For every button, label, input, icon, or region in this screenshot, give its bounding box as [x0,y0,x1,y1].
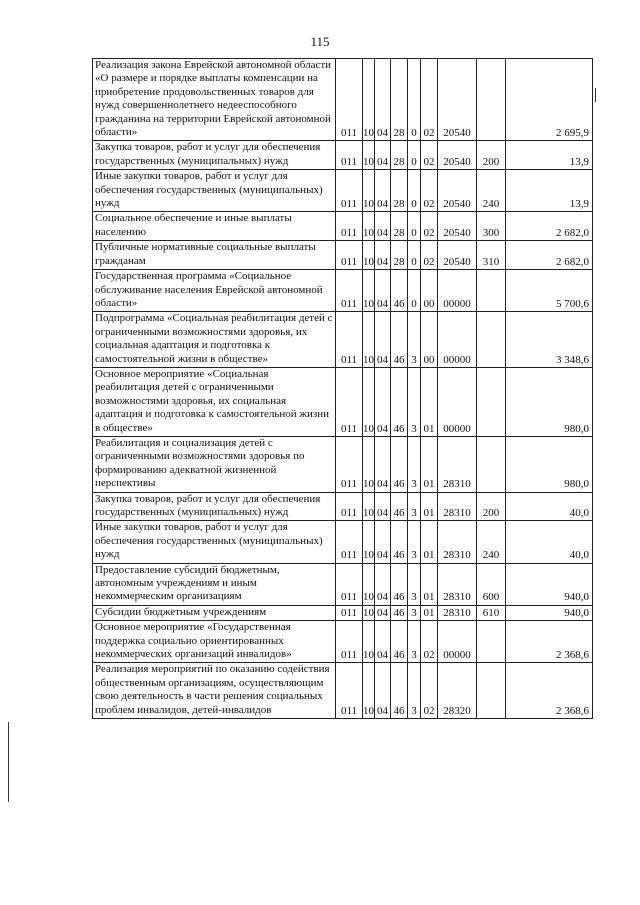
row-name: Государственная программа «Социальное обслуживание населения Еврейской автономной области» [93,270,336,312]
row-target-article-program: 46 [391,367,408,436]
row-subsection-code: 04 [375,312,391,368]
row-section-code: 10 [363,621,375,663]
table-row [93,563,593,605]
row-amount: 2 695,9 [506,59,593,141]
table-row [93,436,593,492]
row-target-article-event: 01 [421,492,438,521]
row-subsection-code: 04 [375,521,391,563]
row-name: Основное мероприятие «Государственная поддержка социально ориентированных некоммерческих организаций инвалидов» [93,621,336,663]
row-name: Иные закупки товаров, работ и услуг для обеспечения государственных (муниципальных) нужд [93,170,336,212]
row-expense-type-code: 240 [477,170,506,212]
table-row [93,621,593,663]
row-grbs-code: 011 [336,663,363,719]
row-subsection-code: 04 [375,621,391,663]
row-target-article-program: 46 [391,663,408,719]
row-grbs-code: 011 [336,605,363,620]
table-row [93,141,593,170]
table-row [93,605,593,620]
table-row [93,59,593,141]
row-target-article-subprogram: 3 [408,436,421,492]
table-row [93,367,593,436]
row-target-article-subprogram: 3 [408,605,421,620]
row-target-article-event: 02 [421,621,438,663]
row-target-article-program: 46 [391,436,408,492]
row-name: Основное мероприятие «Социальная реабилитация детей с ограниченными возможностями здоровья, их социальная адаптация и подготовка к самостоятельной жизни в обществе» [93,367,336,436]
row-expense-type-code [477,59,506,141]
row-amount: 940,0 [506,605,593,620]
row-target-article-direction: 00000 [438,270,477,312]
row-subsection-code: 04 [375,59,391,141]
row-target-article-subprogram: 0 [408,170,421,212]
row-target-article-direction: 28310 [438,563,477,605]
row-name: Реализация закона Еврейской автономной области «О размере и порядке выплаты компенсации на приобретение продовольственных товаров для нужд совершеннолетнего недееспособного гражданина на территории Еврейской автономной области» [93,59,336,141]
row-target-article-program: 46 [391,563,408,605]
row-target-article-event: 01 [421,436,438,492]
row-target-article-event: 00 [421,312,438,368]
row-amount: 13,9 [506,170,593,212]
row-name: Субсидии бюджетным учреждениям [93,605,336,620]
table-row [93,270,593,312]
table-row [93,492,593,521]
row-target-article-subprogram: 0 [408,212,421,241]
row-target-article-direction: 28310 [438,521,477,563]
page-number: 115 [310,34,330,49]
row-section-code: 10 [363,663,375,719]
row-subsection-code: 04 [375,170,391,212]
row-subsection-code: 04 [375,270,391,312]
row-section-code: 10 [363,563,375,605]
row-section-code: 10 [363,492,375,521]
table-row [93,212,593,241]
row-amount: 2 368,6 [506,663,593,719]
row-expense-type-code: 610 [477,605,506,620]
row-section-code: 10 [363,312,375,368]
row-expense-type-code [477,663,506,719]
row-section-code: 10 [363,367,375,436]
row-name: Социальное обеспечение и иные выплаты населению [93,212,336,241]
row-target-article-event: 02 [421,241,438,270]
row-target-article-subprogram: 0 [408,270,421,312]
row-target-article-event: 02 [421,212,438,241]
row-target-article-event: 01 [421,605,438,620]
row-grbs-code: 011 [336,241,363,270]
row-section-code: 10 [363,606,374,619]
row-target-article-subprogram: 3 [408,312,421,368]
table-row [93,663,593,719]
row-target-article-direction: 00000 [438,367,477,436]
row-name: Публичные нормативные социальные выплаты гражданам [93,241,336,270]
table-row [93,241,593,270]
row-target-article-event: 01 [421,367,438,436]
row-section-code: 10 [363,521,375,563]
row-target-article-program: 28 [391,212,408,241]
row-grbs-code: 011 [336,492,363,521]
row-target-article-subprogram: 3 [408,563,421,605]
row-expense-type-code: 240 [477,521,506,563]
row-target-article-event: 01 [421,563,438,605]
row-target-article-subprogram: 0 [408,141,421,170]
row-target-article-event: 00 [421,270,438,312]
scan-mark [8,722,9,802]
row-subsection-code: 04 [375,663,391,719]
row-target-article-subprogram: 3 [408,367,421,436]
row-target-article-subprogram: 3 [408,492,421,521]
row-grbs-code: 011 [336,59,363,141]
row-expense-type-code [477,312,506,368]
row-subsection-code: 04 [375,436,391,492]
row-target-article-direction: 28310 [438,492,477,521]
row-target-article-subprogram: 0 [408,59,421,141]
row-amount: 980,0 [506,436,593,492]
row-expense-type-code: 200 [477,492,506,521]
row-grbs-code: 011 [336,312,363,368]
row-expense-type-code [477,367,506,436]
row-target-article-event: 02 [421,170,438,212]
row-section-code: 10 [363,59,375,141]
row-grbs-code: 011 [336,621,363,663]
row-expense-type-code: 310 [477,241,506,270]
row-subsection-code: 04 [375,141,391,170]
row-target-article-direction: 20540 [438,59,477,141]
row-target-article-program: 46 [391,521,408,563]
row-grbs-code: 011 [336,141,363,170]
row-name: Иные закупки товаров, работ и услуг для обеспечения государственных (муниципальных) нужд [93,521,336,563]
row-name: Подпрограмма «Социальная реабилитация детей с ограниченными возможностями здоровья, их социальная адаптация и подготовка к самостоятельной жизни в обществе» [93,312,336,368]
row-target-article-direction: 20540 [438,170,477,212]
row-name: Закупка товаров, работ и услуг для обеспечения государственных (муниципальных) нужд [93,492,336,521]
row-section-code: 10 [363,270,375,312]
row-section-code: 10 [363,241,375,270]
row-grbs-code: 011 [336,436,363,492]
row-name: Закупка товаров, работ и услуг для обеспечения государственных (муниципальных) нужд [93,141,336,170]
row-expense-type-code: 600 [477,563,506,605]
row-target-article-direction: 20540 [438,241,477,270]
row-target-article-subprogram: 3 [408,521,421,563]
row-amount: 2 368,6 [506,621,593,663]
row-target-article-event: 02 [421,141,438,170]
row-target-article-direction: 28310 [438,605,477,620]
row-target-article-program: 46 [391,492,408,521]
row-subsection-code: 04 [375,492,391,521]
row-target-article-program: 46 [391,270,408,312]
row-section-code: 10 [363,436,375,492]
row-target-article-event: 01 [421,521,438,563]
row-name: Реализация мероприятий по оказанию содействия общественным организациям, осуществляющим свою деятельность в части решения социальных проблем инвалидов, детей-инвалидов [93,663,336,719]
table-row [93,312,593,368]
row-grbs-code: 011 [336,521,363,563]
row-target-article-direction: 00000 [438,312,477,368]
row-grbs-code: 011 [336,270,363,312]
row-target-article-subprogram: 0 [408,241,421,270]
row-expense-type-code [477,436,506,492]
row-amount: 5 700,6 [506,270,593,312]
row-target-article-direction: 00000 [438,621,477,663]
row-expense-type-code [477,270,506,312]
row-target-article-program: 28 [391,170,408,212]
table-row [93,521,593,563]
row-target-article-direction: 28310 [438,436,477,492]
row-target-article-program: 28 [391,141,408,170]
row-target-article-event: 02 [421,59,438,141]
row-amount: 980,0 [506,367,593,436]
row-grbs-code: 011 [336,563,363,605]
row-target-article-subprogram: 3 [408,663,421,719]
row-name: Предоставление субсидий бюджетным, автономным учреждениям и иным некоммерческим организациям [93,563,336,605]
row-expense-type-code: 200 [477,141,506,170]
table-row [93,170,593,212]
row-grbs-code: 011 [336,212,363,241]
row-amount: 940,0 [506,563,593,605]
row-target-article-program: 46 [391,312,408,368]
row-subsection-code: 04 [375,563,391,605]
row-section-code: 10 [363,141,375,170]
row-name: Реабилитация и социализация детей с ограниченными возможностями здоровья по формированию адекватной жизненной перспективы [93,436,336,492]
row-target-article-subprogram: 3 [408,621,421,663]
row-amount: 3 348,6 [506,312,593,368]
scan-mark [595,88,596,102]
row-target-article-direction: 20540 [438,212,477,241]
row-target-article-direction: 28320 [438,663,477,719]
row-section-code: 10 [363,212,375,241]
row-section-code: 10 [363,170,375,212]
row-target-article-program: 28 [391,59,408,141]
row-grbs-code: 011 [336,367,363,436]
budget-table-body [93,59,593,719]
row-amount: 2 682,0 [506,212,593,241]
row-grbs-code: 011 [336,170,363,212]
row-target-article-event: 02 [421,663,438,719]
row-amount: 40,0 [506,521,593,563]
row-subsection-code: 04 [375,605,391,620]
row-amount: 40,0 [506,492,593,521]
row-subsection-code: 04 [375,241,391,270]
row-target-article-program: 46 [391,621,408,663]
row-subsection-code: 04 [375,212,391,241]
row-target-article-program: 28 [391,241,408,270]
row-target-article-program: 46 [391,605,408,620]
row-amount: 2 682,0 [506,241,593,270]
row-expense-type-code [477,621,506,663]
row-amount: 13,9 [506,141,593,170]
row-subsection-code: 04 [375,367,391,436]
row-expense-type-code: 300 [477,212,506,241]
row-target-article-direction: 20540 [438,141,477,170]
budget-table [92,58,593,719]
